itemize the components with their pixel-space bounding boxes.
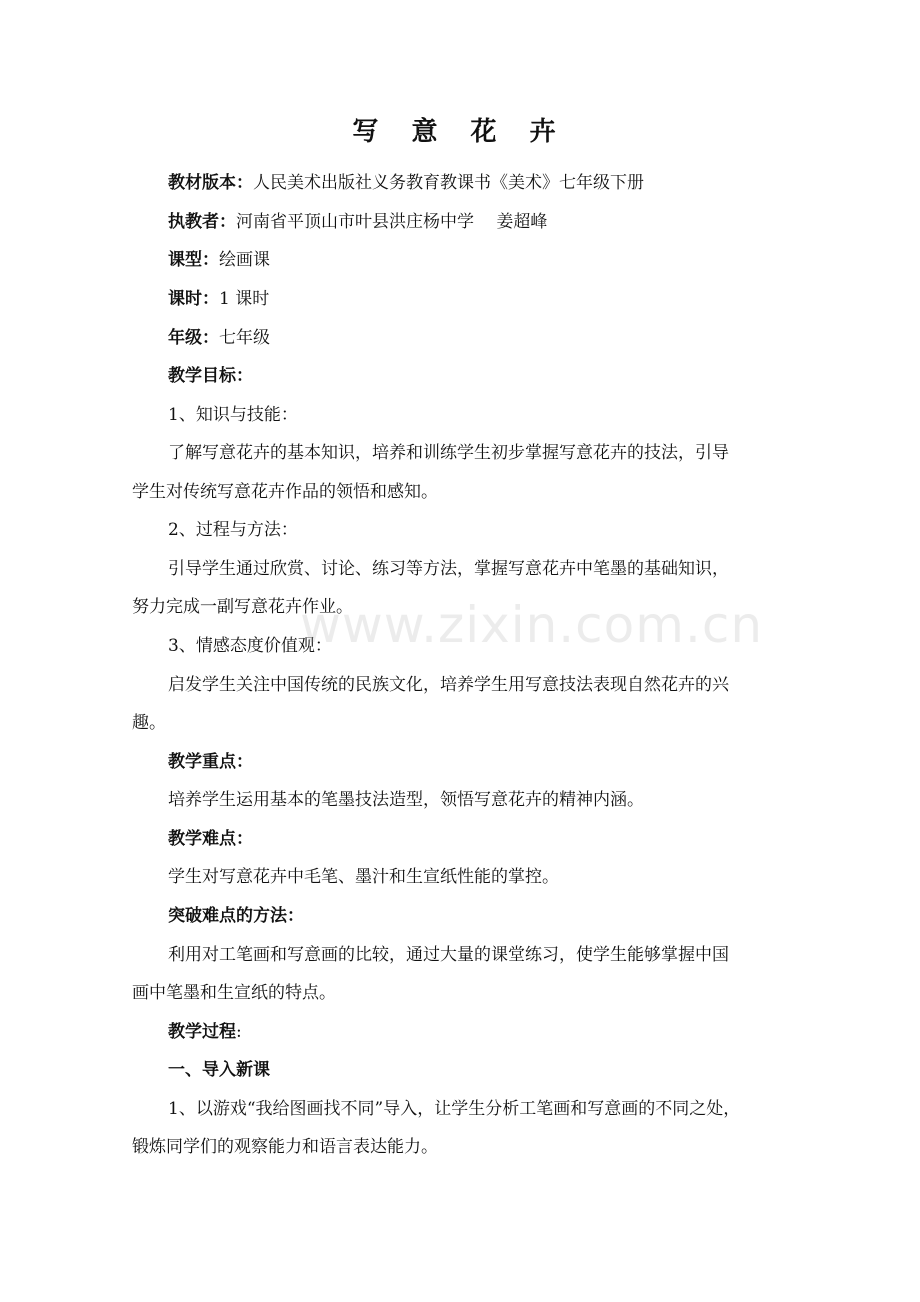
teacher-line: [168, 210, 547, 234]
page-title: 写 意 花 卉: [352, 117, 568, 147]
goal-2-title: 2、过程与方法：: [168, 520, 298, 540]
step-1-text-line1: 1、以游戏“我给图画找不同”导入，让学生分析工笔画和写意画的不同之处，: [168, 1099, 741, 1119]
difficulties-heading: 教学难点：: [168, 829, 253, 849]
section-1-heading: 一、导入新课: [168, 1060, 270, 1080]
difficulties-text: 学生对写意花卉中毛笔、墨汁和生宣纸性能的掌控。: [168, 867, 559, 887]
process-heading: 教学过程: [168, 1022, 236, 1042]
grade-line: [168, 326, 270, 350]
goal-2-text-line1: 引导学生通过欣赏、讨论、练习等方法，掌握写意花卉中笔墨的基础知识，: [168, 559, 729, 579]
goal-1-title: 1、知识与技能：: [168, 405, 298, 425]
goal-3-title: 3、情感态度价值观：: [168, 636, 332, 656]
lesson-hours-line: [168, 287, 269, 311]
watermark: www.zixin.com.cn: [300, 596, 764, 654]
goal-3-text-line2: 趣。: [132, 713, 166, 733]
goal-1-text-line1: 了解写意花卉的基本知识，培养和训练学生初步掌握写意花卉的技法，引导: [168, 443, 729, 463]
process-heading-suffix: :: [236, 1022, 242, 1042]
key-points-heading: 教学重点：: [168, 752, 253, 772]
lesson-type-label: 课型：: [168, 250, 219, 270]
goal-3-text-line1: 启发学生关注中国传统的民族文化，培养学生用写意技法表现自然花卉的兴: [168, 675, 729, 695]
methods-text-line1: 利用对工笔画和写意画的比较，通过大量的课堂练习，使学生能够掌握中国: [168, 945, 729, 965]
teacher-value: 河南省平顶山市叶县洪庄杨中学 姜超峰: [236, 212, 548, 232]
methods-text-line2: 画中笔墨和生宣纸的特点。: [132, 983, 336, 1003]
grade-value: 七年级: [219, 328, 270, 348]
edition-value: 人民美术出版社义务教育教课书《美术》七年级下册: [253, 173, 644, 193]
edition-label: 教材版本：: [168, 173, 253, 193]
goal-1-text-line2: 学生对传统写意花卉作品的领悟和感知。: [132, 482, 438, 502]
methods-heading: 突破难点的方法：: [168, 906, 304, 926]
key-points-text: 培养学生运用基本的笔墨技法造型，领悟写意花卉的精神内涵。: [168, 790, 644, 810]
goal-2-text-line2: 努力完成一副写意花卉作业。: [132, 597, 353, 617]
lesson-hours-value: 1 课时: [219, 289, 270, 309]
lesson-hours-label: 课时：: [168, 289, 219, 309]
goals-heading: 教学目标：: [168, 366, 253, 386]
edition-line: [168, 171, 644, 195]
lesson-type-value: 绘画课: [219, 250, 270, 270]
step-1-text-line2: 锻炼同学们的观察能力和语言表达能力。: [132, 1137, 438, 1157]
teacher-label: 执教者：: [168, 212, 236, 232]
process-heading-line: [168, 1020, 242, 1044]
grade-label: 年级：: [168, 328, 219, 348]
lesson-type-line: [168, 248, 270, 272]
